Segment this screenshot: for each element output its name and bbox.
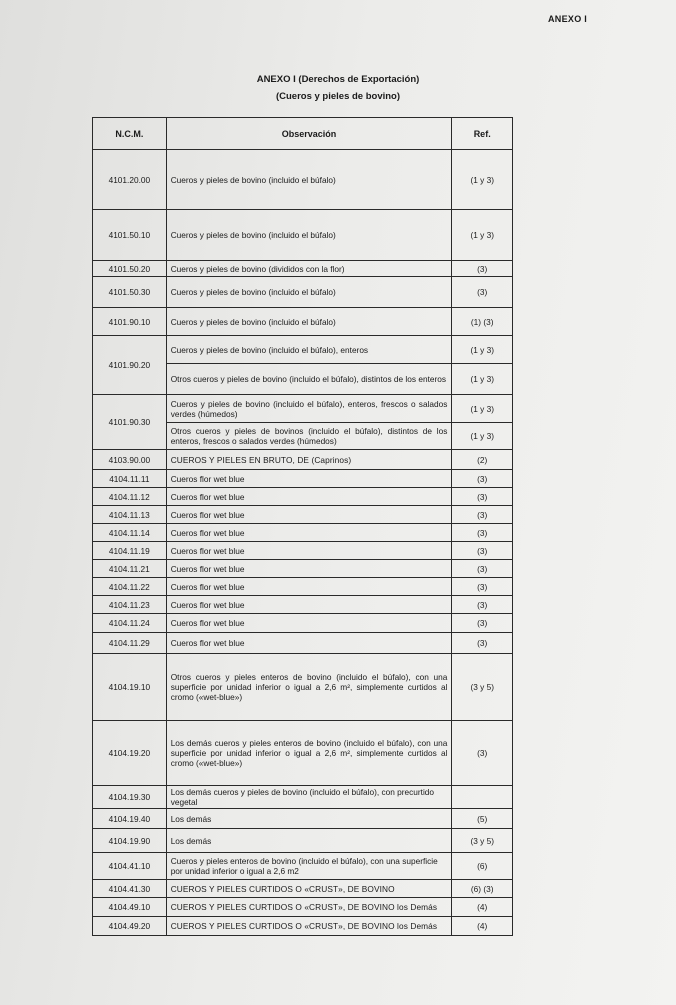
- table-row: [93, 506, 513, 524]
- observation-cell: Cueros flor wet blue: [166, 560, 452, 578]
- ref-cell: (2): [452, 450, 513, 470]
- table-row: [93, 470, 513, 488]
- observation-cell: Cueros flor wet blue: [166, 470, 452, 488]
- observation-cell: Cueros flor wet blue: [166, 578, 452, 596]
- document-subtitle: (Cueros y pieles de bovino): [275, 91, 401, 102]
- observation-cell: Cueros flor wet blue: [166, 524, 452, 542]
- ref-cell: (3): [452, 470, 513, 488]
- ref-cell: (3): [452, 614, 513, 633]
- ncm-cell: 4104.11.22: [93, 578, 167, 596]
- ref-cell: (4): [452, 898, 513, 917]
- table-row: [93, 261, 513, 277]
- observation-cell: Los demás: [166, 829, 452, 853]
- table-row: [93, 614, 513, 633]
- observation-cell: Cueros flor wet blue: [166, 614, 452, 633]
- table-row: [93, 917, 513, 936]
- ncm-cell: 4104.19.10: [93, 654, 167, 721]
- ref-cell: (3): [452, 578, 513, 596]
- ref-cell: (3): [452, 542, 513, 560]
- observation-cell: CUEROS Y PIELES EN BRUTO, DE (Caprinos): [166, 450, 452, 470]
- ref-cell: (1 y 3): [452, 364, 513, 395]
- ref-cell: (4): [452, 917, 513, 936]
- ref-cell: (6) (3): [452, 880, 513, 898]
- observation-cell: Cueros y pieles de bovino (incluido el búfalo): [166, 277, 452, 308]
- observation-cell: Cueros y pieles de bovino (incluido el búfalo), enteros: [166, 336, 452, 364]
- table-row: [93, 829, 513, 853]
- observation-cell: Cueros flor wet blue: [166, 506, 452, 524]
- ncm-cell: 4101.50.10: [93, 210, 167, 261]
- observation-cell: Cueros flor wet blue: [166, 633, 452, 654]
- table-row: [93, 880, 513, 898]
- ncm-cell: 4104.19.30: [93, 786, 167, 809]
- observation-cell: CUEROS Y PIELES CURTIDOS O «CRUST», DE BOVINO los Demás: [166, 898, 452, 917]
- ncm-cell: 4104.41.10: [93, 853, 167, 880]
- observation-cell: Cueros y pieles de bovino (incluido el búfalo): [166, 150, 452, 210]
- table-header-row: [93, 118, 513, 150]
- observation-cell: Los demás cueros y pieles de bovino (incluido el búfalo), con precurtido vegetal: [166, 786, 452, 809]
- table-row: [93, 542, 513, 560]
- table-row: [93, 596, 513, 614]
- ncm-cell: 4104.11.12: [93, 488, 167, 506]
- ncm-cell: 4101.90.20: [93, 336, 167, 395]
- ncm-cell: 4104.11.13: [93, 506, 167, 524]
- ncm-cell: 4104.11.24: [93, 614, 167, 633]
- ncm-cell: 4101.20.00: [93, 150, 167, 210]
- ncm-cell: 4101.50.20: [93, 261, 167, 277]
- export-duties-table: [92, 117, 513, 936]
- table-row: [93, 786, 513, 809]
- ref-cell: (3): [452, 261, 513, 277]
- ref-cell: (1 y 3): [452, 150, 513, 210]
- ref-cell: (3 y 5): [452, 654, 513, 721]
- observation-cell: Cueros y pieles de bovino (incluido el búfalo): [166, 210, 452, 261]
- observation-cell: Otros cueros y pieles de bovino (incluido el búfalo), distintos de los enteros: [166, 364, 452, 395]
- column-header-observacion: Observación: [166, 118, 452, 150]
- observation-cell: Los demás: [166, 809, 452, 829]
- ncm-cell: 4104.19.90: [93, 829, 167, 853]
- ncm-cell: 4104.19.20: [93, 721, 167, 786]
- table-row: [93, 898, 513, 917]
- ncm-cell: 4103.90.00: [93, 450, 167, 470]
- table-row: [93, 488, 513, 506]
- column-header-ref: Ref.: [452, 118, 513, 150]
- ref-cell: (1 y 3): [452, 210, 513, 261]
- ref-cell: (6): [452, 853, 513, 880]
- table-row: [93, 395, 513, 423]
- observation-cell: Cueros y pieles de bovino (divididos con la flor): [166, 261, 452, 277]
- observation-cell: CUEROS Y PIELES CURTIDOS O «CRUST», DE BOVINO los Demás: [166, 917, 452, 936]
- document-title: ANEXO I (Derechos de Exportación): [256, 74, 420, 85]
- observation-cell: Cueros y pieles enteros de bovino (incluido el búfalo), con una superficie por unidad inferior o igual a 2,6 m2: [166, 853, 452, 880]
- table-row: [93, 578, 513, 596]
- ncm-cell: 4104.11.11: [93, 470, 167, 488]
- observation-cell: Cueros flor wet blue: [166, 542, 452, 560]
- ncm-cell: 4104.41.30: [93, 880, 167, 898]
- ref-cell: (1) (3): [452, 308, 513, 336]
- table-row: [93, 150, 513, 210]
- table-row: [93, 560, 513, 578]
- ncm-cell: 4104.11.14: [93, 524, 167, 542]
- ref-cell: (3): [452, 633, 513, 654]
- ncm-cell: 4104.19.40: [93, 809, 167, 829]
- ncm-cell: 4104.11.23: [93, 596, 167, 614]
- observation-cell: Cueros flor wet blue: [166, 596, 452, 614]
- ref-cell: (5): [452, 809, 513, 829]
- ref-cell: (3): [452, 524, 513, 542]
- ncm-cell: 4104.49.10: [93, 898, 167, 917]
- ref-cell: (3): [452, 277, 513, 308]
- ref-cell: (1 y 3): [452, 336, 513, 364]
- table-row: [93, 450, 513, 470]
- table-row: [93, 633, 513, 654]
- observation-cell: Cueros y pieles de bovino (incluido el búfalo), enteros, frescos o salados verdes (húmedos): [166, 395, 452, 423]
- ncm-cell: 4101.50.30: [93, 277, 167, 308]
- table-row: [93, 524, 513, 542]
- ref-cell: [452, 786, 513, 809]
- ncm-cell: 4101.90.10: [93, 308, 167, 336]
- table-row: [93, 210, 513, 261]
- observation-cell: Los demás cueros y pieles enteros de bovino (incluido el búfalo), con una superficie por unidad inferior o igual a 2,6 m², simplemente curtidos al cromo («wet-blue»): [166, 721, 452, 786]
- observation-cell: Otros cueros y pieles enteros de bovino (incluido el búfalo), con una superficie por unidad inferior o igual a 2,6 m², simplemente curtidos al cromo («wet-blue»): [166, 654, 452, 721]
- observation-cell: Otros cueros y pieles de bovinos (incluido el búfalo), distintos de los enteros, frescos o salados verdes (húmedos): [166, 423, 452, 450]
- table-row: [93, 721, 513, 786]
- table-row: [93, 809, 513, 829]
- ncm-cell: 4104.11.29: [93, 633, 167, 654]
- observation-cell: Cueros y pieles de bovino (incluido el búfalo): [166, 308, 452, 336]
- ncm-cell: 4104.49.20: [93, 917, 167, 936]
- table-row: [93, 654, 513, 721]
- annex-tag: ANEXO I: [548, 14, 588, 24]
- ref-cell: (3): [452, 560, 513, 578]
- observation-cell: Cueros flor wet blue: [166, 488, 452, 506]
- ncm-cell: 4104.11.21: [93, 560, 167, 578]
- ref-cell: (1 y 3): [452, 395, 513, 423]
- ncm-cell: 4101.90.30: [93, 395, 167, 450]
- table-row: [93, 277, 513, 308]
- column-header-ncm: N.C.M.: [93, 118, 167, 150]
- document-heading: [180, 71, 496, 105]
- observation-cell: CUEROS Y PIELES CURTIDOS O «CRUST», DE BOVINO: [166, 880, 452, 898]
- ref-cell: (1 y 3): [452, 423, 513, 450]
- ref-cell: (3): [452, 596, 513, 614]
- ref-cell: (3): [452, 721, 513, 786]
- table-row: [93, 853, 513, 880]
- ref-cell: (3 y 5): [452, 829, 513, 853]
- table-row: [93, 308, 513, 336]
- ref-cell: (3): [452, 488, 513, 506]
- ref-cell: (3): [452, 506, 513, 524]
- ncm-cell: 4104.11.19: [93, 542, 167, 560]
- table-row: [93, 336, 513, 364]
